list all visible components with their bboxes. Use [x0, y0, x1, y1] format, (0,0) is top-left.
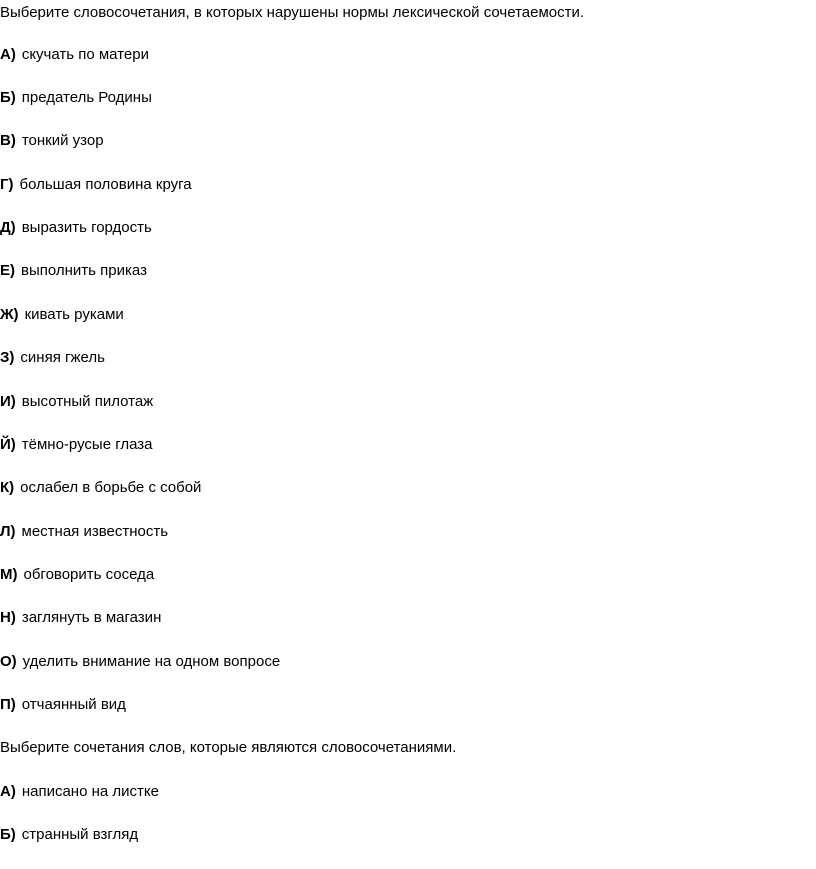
- option-item: [0, 782, 159, 802]
- option-item: [0, 88, 152, 108]
- option-item: [0, 608, 161, 628]
- option-letter: З): [0, 349, 15, 366]
- option-text: странный взгляд: [21, 826, 139, 843]
- option-letter: П): [0, 696, 16, 713]
- option-text: тонкий узор: [21, 132, 104, 149]
- option-letter: Н): [0, 609, 16, 626]
- option-item: [0, 825, 138, 845]
- option-text: местная известность: [21, 523, 169, 540]
- option-item: [0, 478, 201, 498]
- option-item: [0, 652, 280, 672]
- option-text: предатель Родины: [21, 89, 152, 106]
- option-text: тёмно-русые глаза: [21, 436, 153, 453]
- option-text: скучать по матери: [21, 46, 149, 63]
- option-item: [0, 435, 153, 455]
- option-letter: О): [0, 653, 17, 670]
- option-letter: Б): [0, 826, 16, 843]
- option-item: [0, 392, 153, 412]
- option-letter: Г): [0, 176, 14, 193]
- option-text: кивать руками: [24, 306, 124, 323]
- option-text: написано на листке: [21, 783, 159, 800]
- option-letter: А): [0, 46, 16, 63]
- option-text: отчаянный вид: [21, 696, 126, 713]
- question-2: Выберите сочетания слов, которые являются словосочетаниями.: [0, 739, 457, 756]
- option-letter: В): [0, 132, 16, 149]
- option-text: синяя гжель: [20, 349, 105, 366]
- question-1: Выберите словосочетания, в которых нарушены нормы лексической сочетаемости.: [0, 4, 585, 21]
- option-text: уделить внимание на одном вопросе: [22, 653, 281, 670]
- option-item: [0, 175, 192, 195]
- option-letter: Л): [0, 523, 16, 540]
- option-text: обговорить соседа: [23, 566, 155, 583]
- option-text: большая половина круга: [19, 176, 192, 193]
- option-item: [0, 45, 149, 65]
- option-text: заглянуть в магазин: [21, 609, 162, 626]
- option-letter: К): [0, 479, 15, 496]
- option-letter: Б): [0, 89, 16, 106]
- option-letter: Й): [0, 436, 16, 453]
- option-letter: А): [0, 783, 16, 800]
- option-item: [0, 348, 105, 368]
- option-letter: Е): [0, 262, 15, 279]
- option-letter: Ж): [0, 306, 19, 323]
- option-letter: М): [0, 566, 18, 583]
- option-letter: Д): [0, 219, 16, 236]
- option-item: [0, 522, 168, 542]
- option-letter: И): [0, 393, 16, 410]
- option-item: [0, 565, 154, 585]
- option-text: выразить гордость: [21, 219, 152, 236]
- option-item: [0, 218, 152, 238]
- option-text: ослабел в борьбе с собой: [20, 479, 202, 496]
- option-item: [0, 261, 147, 281]
- option-item: [0, 695, 126, 715]
- option-text: выполнить приказ: [21, 262, 147, 279]
- option-item: [0, 305, 124, 325]
- option-text: высотный пилотаж: [21, 393, 154, 410]
- option-item: [0, 131, 104, 151]
